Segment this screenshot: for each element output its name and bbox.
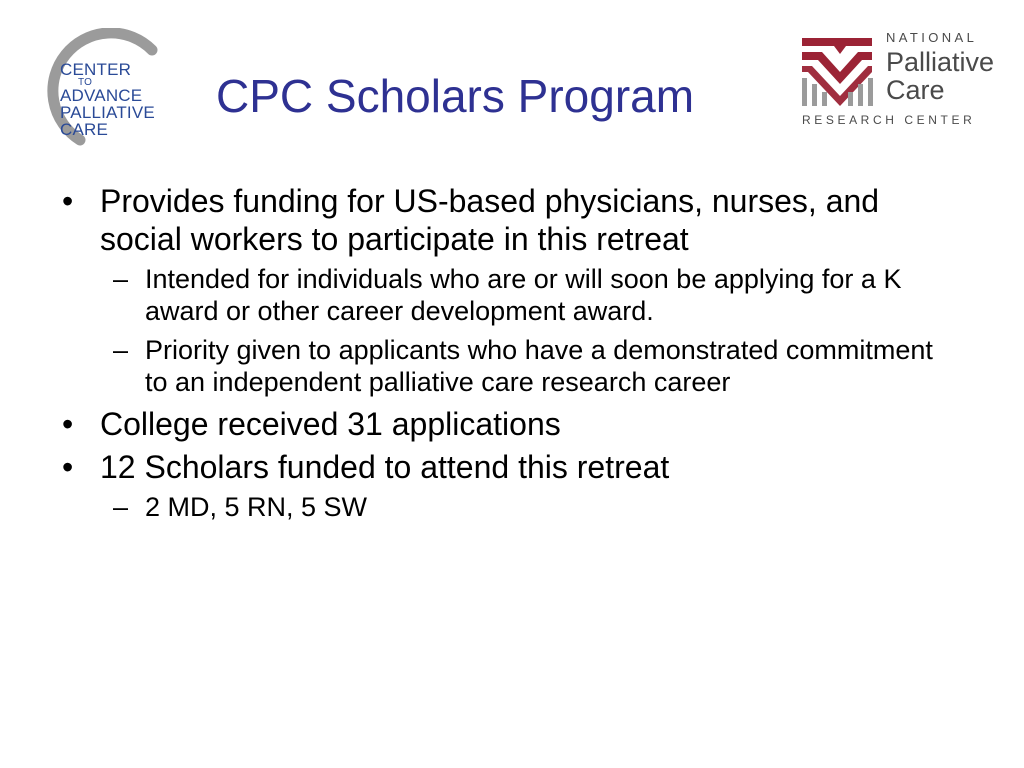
bullet-item (60, 448, 960, 486)
npcrc-care: Care (886, 75, 945, 105)
capc-line-center: CENTER (60, 60, 132, 79)
capc-line-advance: ADVANCE (60, 86, 143, 105)
bullet-item (60, 182, 960, 258)
npcrc-logo (800, 28, 1000, 132)
capc-line-care: CARE (60, 120, 109, 139)
sub-bullet-text: Priority given to applicants who have a demonstrated commitment to an independent palliative care research career (145, 335, 933, 397)
capc-line-to: TO (78, 77, 93, 88)
bullet-text: 12 Scholars funded to attend this retreat (100, 449, 670, 485)
slide-title: CPC Scholars Program (216, 70, 695, 122)
sub-bullet-item (60, 491, 960, 523)
npcrc-national: NATIONAL (886, 30, 978, 45)
dash-icon: – (113, 264, 129, 294)
bullet-icon: • (62, 449, 74, 485)
sub-bullet-item (60, 263, 960, 327)
sub-bullet-text: 2 MD, 5 RN, 5 SW (145, 492, 368, 522)
npcrc-arch-icon (800, 32, 880, 108)
sub-bullet-item (60, 334, 960, 398)
sub-bullet-text: Intended for individuals who are or will soon be applying for a K award or other career development award. (145, 264, 902, 326)
npcrc-research-center: RESEARCH CENTER (802, 113, 976, 127)
bullet-icon: • (62, 183, 74, 219)
bullet-item (60, 405, 960, 443)
dash-icon: – (113, 492, 129, 522)
capc-logo (40, 28, 180, 148)
capc-line-palliative: PALLIATIVE (60, 103, 155, 122)
bullet-text: College received 31 applications (100, 406, 561, 442)
capc-wordmark (60, 61, 155, 138)
bullet-text: Provides funding for US-based physicians, nurses, and social workers to participate in this retreat (100, 183, 880, 257)
bullet-icon: • (62, 406, 74, 442)
bullet-list (60, 182, 960, 530)
npcrc-palliative: Palliative (886, 47, 995, 77)
dash-icon: – (113, 335, 129, 365)
